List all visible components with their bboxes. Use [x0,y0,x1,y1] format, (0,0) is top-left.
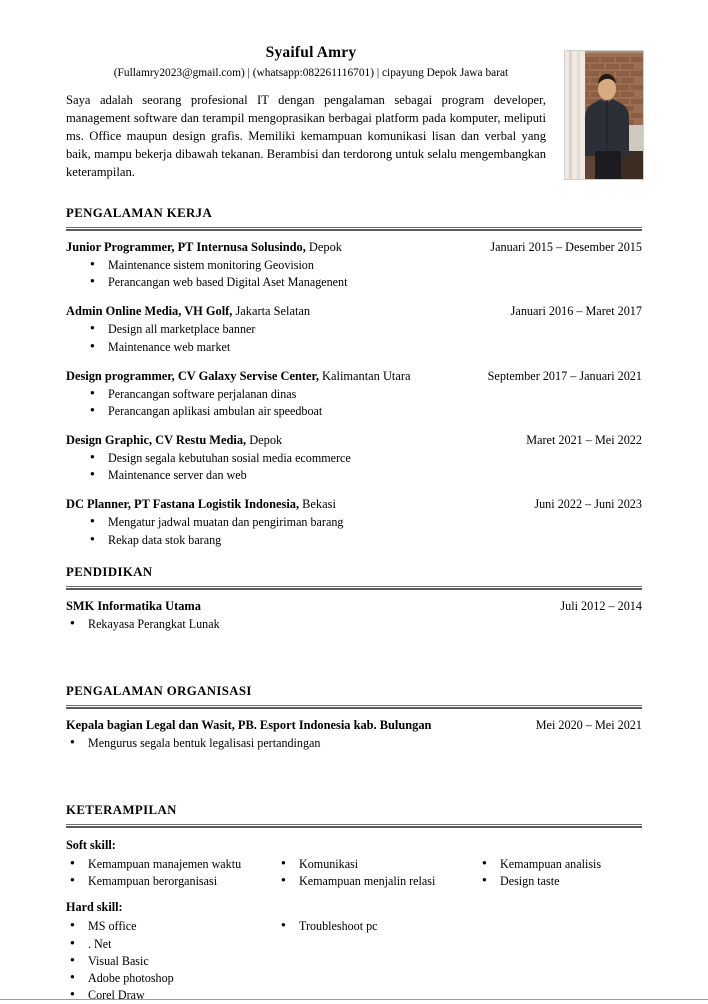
entry-role-text: Junior Programmer, PT Internusa Solusindo, [66,240,306,254]
entry-role-text: Design programmer, CV Galaxy Servise Center, [66,368,319,383]
organization-entry [66,718,642,752]
entry-date: Januari 2015 – Desember 2015 [490,240,642,254]
entry-date: Juli 2012 – 2014 [560,598,642,613]
skill-list [66,856,267,890]
entry-bullets [66,321,642,355]
section-skills [66,803,642,1004]
list-item: ● Adobe photoshop [66,970,267,987]
entry-role-text: Design Graphic, CV Restu Media, [66,433,247,448]
entry-role [66,369,410,384]
entry-date: Juni 2022 – Juni 2023 [534,497,642,512]
section-divider [66,586,642,590]
portrait-photo-icon [565,51,643,179]
list-item: ● Mengurus segala bentuk legalisasi pertandingan [66,735,642,752]
entry-date: Maret 2021 – Mei 2022 [526,433,642,448]
section-divider [66,824,642,828]
skill-list [277,918,468,935]
list-item: ● Visual Basic [66,953,267,970]
entry-bullets [66,616,642,633]
section-divider [66,227,642,231]
list-item: ● Rekayasa Perangkat Lunak [66,616,642,633]
hard-skills-column [277,918,478,935]
soft-skills-column [478,856,642,890]
soft-skills-group [66,838,642,890]
skill-list [478,856,632,890]
entry-location: Bekasi [299,497,336,512]
list-item: ● Perancangan web based Digital Aset Managenent [66,274,642,291]
entry-role-text: DC Planner, PT Fastana Logistik Indonesia, [66,497,300,512]
list-item: ● Kemampuan menjalin relasi [277,873,468,890]
education-entry [66,599,642,633]
section-title-skills: KETERAMPILAN [66,803,177,818]
entry-role [66,497,336,512]
section-divider [66,705,642,709]
list-item: ● Kemampuan manajemen waktu [66,856,267,873]
entry-role-text: Kepala bagian Legal dan Wasit, PB. Esport Indonesia kab. Bulungan [66,717,432,732]
entry-role [66,718,431,733]
list-item: ● Design segala kebutuhan sosial media ecommerce [66,450,642,467]
list-item: ● Design all marketplace banner [66,321,642,338]
entry-role [66,599,201,614]
entry-role-text: Admin Online Media, VH Golf, [66,304,233,319]
entry-role-text: SMK Informatika Utama [66,598,201,613]
entry-date: September 2017 – Januari 2021 [487,368,642,383]
hard-skills-group [66,900,642,1004]
experience-entry [66,433,642,484]
entry-location: Depok [305,240,342,254]
section-organization [66,684,642,752]
list-item: ● . Net [66,936,267,953]
list-item: ● Rekap data stok barang [66,532,642,549]
skill-list [66,918,267,1004]
skill-list [277,856,468,890]
page-title: Syaiful Amry [265,44,357,61]
soft-skills-column [66,856,277,890]
avatar [564,50,644,180]
entry-bullets [66,735,642,752]
experience-entry [66,304,642,355]
section-education [66,565,642,633]
entry-bullets [66,514,642,548]
entry-role [66,433,282,448]
entry-location: Depok [246,433,283,448]
list-item: ● Maintenance sistem monitoring Geovision [66,257,642,274]
professional-summary: Saya adalah seorang profesional IT dengan pengalaman sebagai program developer, management software dan terampil mengoprasikan berbagai platform pada komputer, meliputi ms. Office maupun design grafis. Memiliki kemampuan komunikasi lisan dan verbal yang baik, mampu bekerja dibawah tekanan. Berambisi dan terdorong untuk selalu mengembangkan keterampilan. [66,93,546,179]
list-item: ● Komunikasi [277,856,468,873]
experience-entry [66,497,642,548]
entry-date: Mei 2020 – Mei 2021 [535,717,642,732]
soft-skills-label: Soft skill: [66,838,116,853]
hard-skills-column [66,918,277,1004]
hard-skills-label: Hard skill: [66,900,123,915]
spacer [66,646,642,668]
list-item: ● MS office [66,918,267,935]
entry-role [66,304,310,319]
entry-location: Jakarta Selatan [232,304,311,319]
section-title-education: PENDIDIKAN [66,564,153,579]
list-item: ● Maintenance server dan web [66,467,642,484]
section-title-organization: PENGALAMAN ORGANISASI [66,683,252,698]
list-item: ● Perancangan aplikasi ambulan air speedboat [66,403,642,420]
entry-location: Kalimantan Utara [318,368,411,383]
resume-header [66,44,642,190]
entry-bullets [66,257,642,291]
contact-line: (Fullamry2023@gmail.com) | (whatsapp:082261116701) | cipayung Depok Jawa barat [113,67,509,79]
spacer [66,765,642,787]
list-item: ● Maintenance web market [66,339,642,356]
soft-skills-column [277,856,478,890]
section-experience [66,206,642,549]
list-item: ● Kemampuan analisis [478,856,632,873]
entry-bullets [66,450,642,484]
resume-content [66,44,642,1004]
entry-date: Januari 2016 – Maret 2017 [510,304,642,319]
list-item: ● Design taste [478,873,632,890]
experience-entry [66,369,642,420]
list-item: ● Mengatur jadwal muatan dan pengiriman barang [66,514,642,531]
entry-role [66,240,342,255]
list-item: ● Troubleshoot pc [277,918,468,935]
experience-entry [66,240,642,291]
list-item: ● Kemampuan berorganisasi [66,873,267,890]
list-item: ● Perancangan software perjalanan dinas [66,386,642,403]
list-item: ● Corel Draw [66,987,267,1004]
entry-bullets [66,386,642,420]
section-title-experience: PENGALAMAN KERJA [66,206,213,220]
